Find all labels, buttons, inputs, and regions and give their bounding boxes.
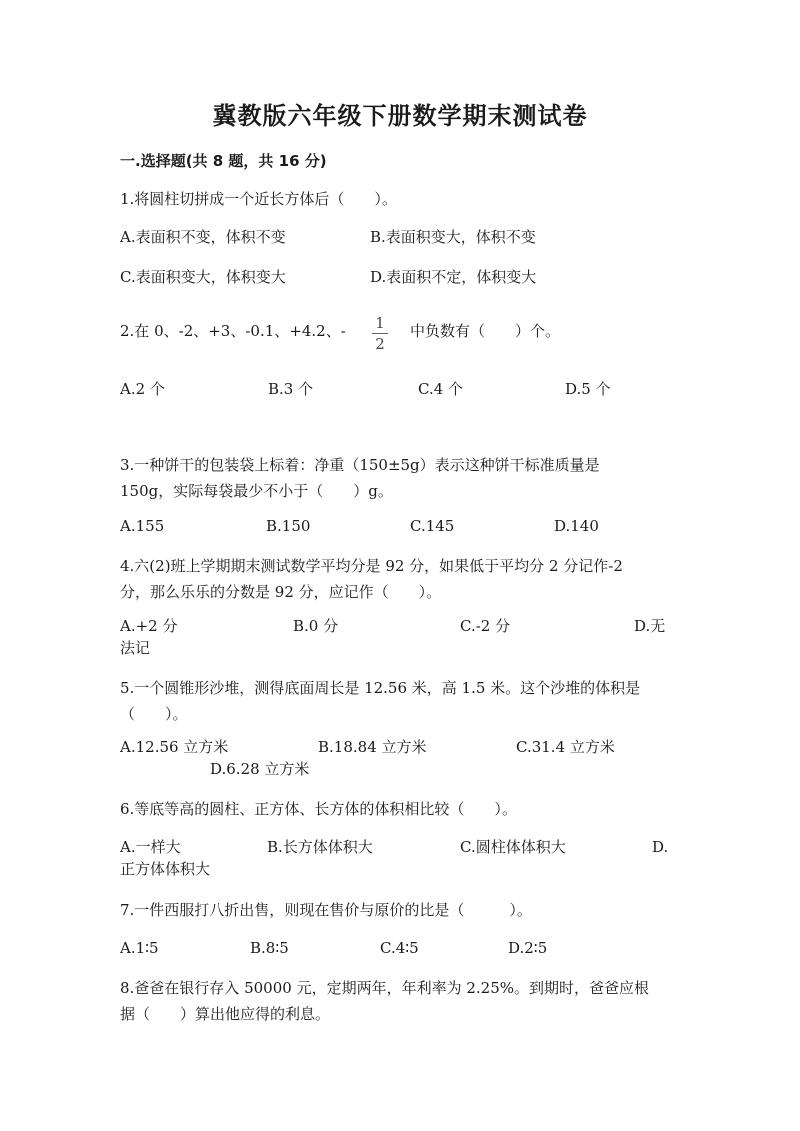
q4-option-a: A.+2 分 [120,617,178,635]
q5-option-b: B.18.84 立方米 [318,738,427,756]
q6-option-c: C.圆柱体体积大 [460,838,566,856]
q4-option-c: C.-2 分 [460,617,511,635]
q5-option-a: A.12.56 立方米 [120,738,229,756]
q6-option-d: D. [652,838,669,856]
fraction-bar [372,333,388,334]
q1-option-d: D.表面积不定，体积变大 [370,268,537,286]
question-7: 7.一件西服打八折出售，则现在售价与原价的比是（ ）。 [120,901,532,919]
question-4: 4.六(2)班上学期期末测试数学平均分是 92 分，如果低于平均分 2 分记作-2 分，那么乐乐的分数是 92 分，应记作（ ）。 [120,557,623,601]
q2-option-c: C.4 个 [418,380,464,398]
q4-option-d-continued: 法记 [120,639,151,657]
q7-option-d: D.2∶5 [508,939,548,957]
q4-option-b: B.0 分 [293,617,339,635]
q2-option-a: A.2 个 [120,380,165,398]
question-6: 6.等底等高的圆柱、正方体、长方体的体积相比较（ ）。 [120,800,517,818]
q3-option-a: A.155 [120,517,165,535]
section-heading: 一.选择题(共 8 题，共 16 分) [120,152,327,170]
q1-option-b: B.表面积变大，体积不变 [370,228,536,246]
question-3: 3.一种饼干的包装袋上标着：净重（150±5g）表示这种饼干标准质量是 150g，实际每袋最少不小于（ ）g。 [120,456,600,500]
q7-option-b: B.8∶5 [250,939,289,957]
fraction-numerator: 1 [375,314,385,332]
q5-option-c: C.31.4 立方米 [516,738,615,756]
q2-option-d: D.5 个 [565,380,611,398]
q3-option-d: D.140 [554,517,599,535]
q4-option-d: D.无 [634,617,666,635]
q6-option-a: A.一样大 [120,838,181,856]
question-8: 8.爸爸在银行存入 50000 元，定期两年，年利率为 2.25%。到期时，爸爸应根 据（ ）算出他应得的利息。 [120,979,649,1023]
fraction-denominator: 2 [375,335,385,353]
q5-option-d: D.6.28 立方米 [210,760,310,778]
q3-option-c: C.145 [410,517,455,535]
question-5: 5.一个圆锥形沙堆，测得底面周长是 12.56 米，高 1.5 米。这个沙堆的体积是 （ ）。 [120,679,641,723]
q7-option-a: A.1∶5 [120,939,159,957]
question-2-prefix: 2.在 0、-2、+3、-0.1、+4.2、- [120,322,346,340]
q6-option-d-continued: 正方体体积大 [120,860,211,878]
q6-option-b: B.长方体体积大 [267,838,373,856]
page-title: 冀教版六年级下册数学期末测试卷 [212,102,588,130]
q1-option-c: C.表面积变大，体积变大 [120,268,286,286]
question-2-suffix: 中负数有（ ）个。 [410,322,561,340]
fraction-one-half [372,314,388,353]
q2-option-b: B.3 个 [268,380,314,398]
q3-option-b: B.150 [266,517,311,535]
q1-option-a: A.表面积不变，体积不变 [120,228,286,246]
question-1: 1.将圆柱切拼成一个近长方体后（ ）。 [120,190,397,208]
q7-option-c: C.4∶5 [380,939,419,957]
